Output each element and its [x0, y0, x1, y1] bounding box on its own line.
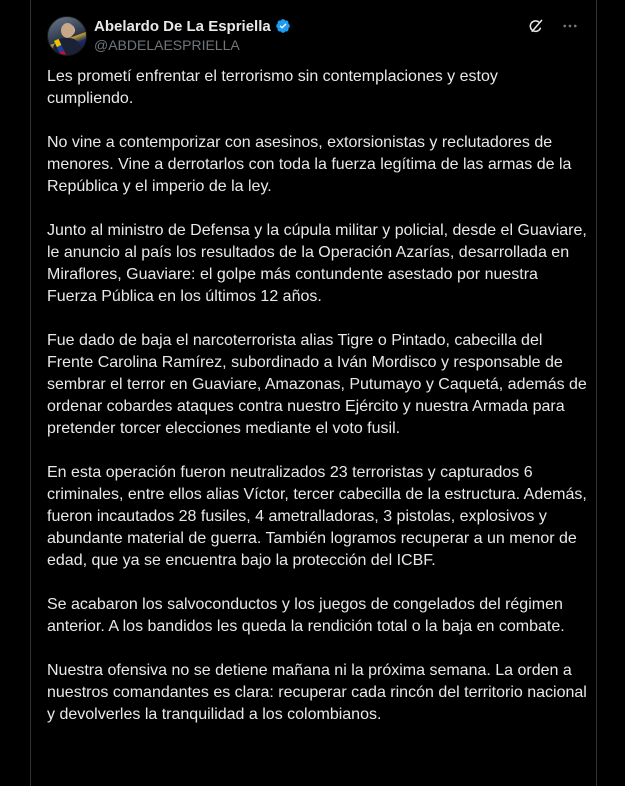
post-paragraph: Les prometí enfrentar el terrorismo sin contemplaciones y estoy cumpliendo.	[47, 68, 498, 107]
post-paragraph: Fue dado de baja el narcoterrorista alias Tigre o Pintado, cabecilla del Frente Carolina Ramírez, subordinado a Iván Mordisco y responsable de sembrar el terror en Guaviare, Amazonas, Putumayo y Caquetá, además de ordenar cobardes ataques contra nuestro Ejército y nuestra Armada para pretender torcer elecciones mediante el voto fusil.	[47, 332, 587, 437]
post-paragraph: Nuestra ofensiva no se detiene mañana ni la próxima semana. La orden a nuestros comandantes es clara: recuperar cada rincón del territorio nacional y devolverles la tranquilidad a los colombianos.	[47, 662, 587, 723]
verified-badge-icon[interactable]	[275, 18, 291, 34]
post-paragraph: Junto al ministro de Defensa y la cúpula militar y policial, desde el Guaviare, le anuncio al país los resultados de la Operación Azarías, desarrollada en Miraflores, Guaviare: el golpe más contundente asestado por nuestra Fuerza Pública en los últimos 12 años.	[47, 222, 587, 305]
post-paragraph: No vine a contemporizar con asesinos, extorsionistas y reclutadores de menores. Vine a derrotarlos con toda la fuerza legítima de las armas de la República y el imperio de la ley.	[47, 134, 572, 195]
author-handle[interactable]: @ABDELAESPRIELLA	[94, 37, 240, 53]
post-text	[47, 66, 587, 748]
post-paragraph: Se acabaron los salvoconductos y los juegos de congelados del régimen anterior. A los bandidos les queda la rendición total o la baja en combate.	[47, 596, 565, 635]
post-card	[30, 0, 597, 786]
avatar-face	[61, 23, 74, 38]
header-actions	[526, 16, 580, 36]
post-paragraph: En esta operación fueron neutralizados 23 terroristas y capturados 6 criminales, entre ellos alias Víctor, tercer cabecilla de la estructura. Además, fueron incautados 28 fusiles, 4 ametralladoras, 3 pistolas, explosivos y abundante material de guerra. También logramos recuperar a un menor de edad, que ya se encuentra bajo la protección del ICBF.	[47, 464, 587, 569]
more-icon[interactable]	[560, 16, 580, 36]
post-header	[47, 16, 580, 56]
grok-icon[interactable]	[526, 16, 546, 36]
author-avatar[interactable]	[47, 16, 87, 56]
author-name-row	[94, 16, 291, 36]
author-display-name[interactable]: Abelardo De La Espriella	[94, 17, 271, 35]
